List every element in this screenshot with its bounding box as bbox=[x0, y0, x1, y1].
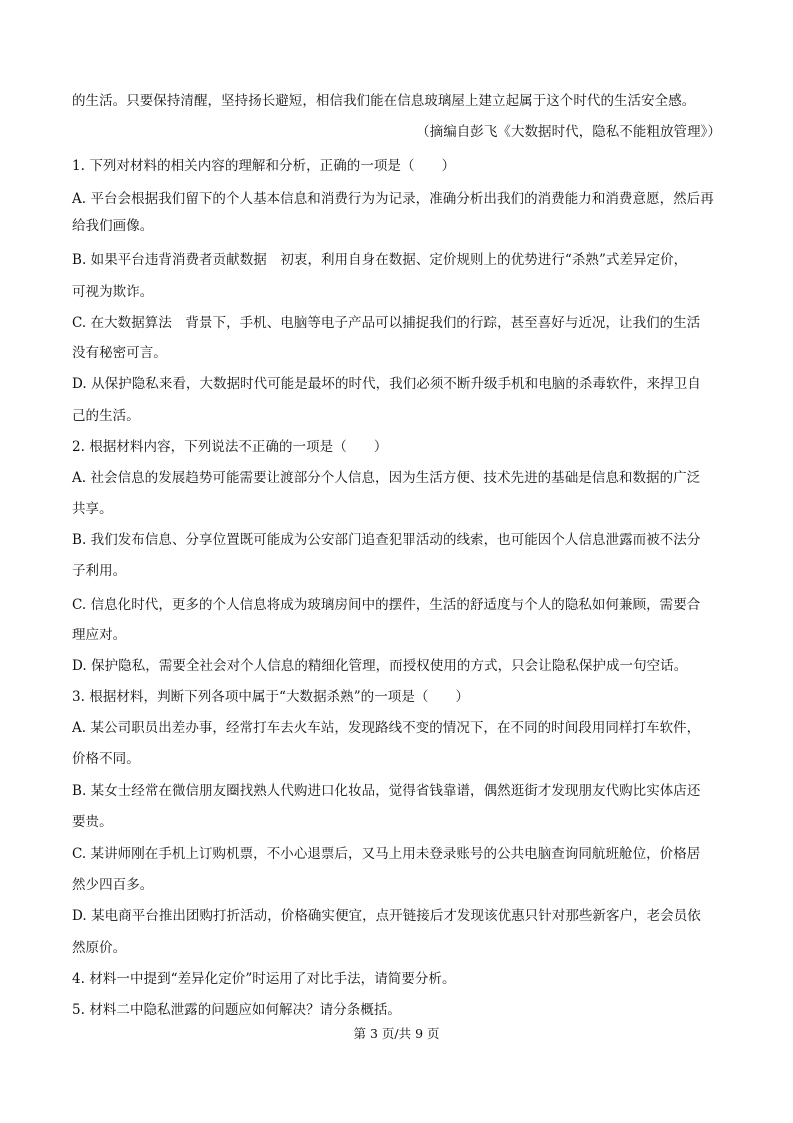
question-1-option-b: B. 如果平台违背消费者贡献数据 初衷，利用自身在数据、定价规则上的优势进行“杀熟”式差异定价， bbox=[72, 252, 688, 268]
question-2-option-b-cont: 子利用。 bbox=[72, 563, 127, 579]
question-1-option-d: D. 从保护隐私来看，大数据时代可能是最坏的时代，我们必须不断升级手机和电脑的杀毒软件，来捍卫自 bbox=[72, 376, 701, 392]
question-1-stem: 1. 下列对材料的相关内容的理解和分析，正确的一项是（ ） bbox=[72, 158, 456, 174]
question-3-option-c: C. 某讲师刚在手机上订购机票，不小心退票后，又马上用未登录账号的公共电脑查询同航班舱位，价格居 bbox=[72, 846, 701, 862]
question-3-option-b-cont: 要贵。 bbox=[72, 814, 113, 830]
question-1-option-a-cont: 给我们画像。 bbox=[72, 218, 154, 234]
question-3-option-a-cont: 价格不同。 bbox=[72, 751, 140, 767]
question-3-option-d-cont: 然原价。 bbox=[72, 940, 127, 956]
question-3-option-b: B. 某女士经常在微信朋友圈找熟人代购进口化妆品，觉得省钱靠谱，偶然逛街才发现朋友代购比实体店还 bbox=[72, 783, 701, 799]
question-2-option-a-cont: 共享。 bbox=[72, 501, 113, 517]
question-3-option-a: A. 某公司职员出差办事，经常打车去火车站，发现路线不变的情况下，在不同的时间段用同样打车软件， bbox=[72, 720, 701, 736]
text-line: 的生活。只要保持清醒，坚持扬长避短，相信我们能在信息玻璃屋上建立起属于这个时代的生活安全感。 bbox=[72, 93, 696, 109]
question-2-option-d: D. 保护隐私，需要全社会对个人信息的精细化管理，而授权使用的方式，只会让隐私保护成一句空话。 bbox=[72, 658, 688, 674]
question-2-option-b: B. 我们发布信息、分享位置既可能成为公安部门追查犯罪活动的线索，也可能因个人信息泄露而被不法分 bbox=[72, 532, 701, 548]
question-4: 4. 材料一中提到“差异化定价”时运用了对比手法，请简要分析。 bbox=[72, 971, 456, 987]
question-3-stem: 3. 根据材料，判断下列各项中属于“大数据杀熟”的一项是（ ） bbox=[72, 689, 470, 705]
question-3-option-d: D. 某电商平台推出团购打折活动，价格确实便宜，点开链接后才发现该优惠只针对那些新客户，老会员依 bbox=[72, 908, 701, 924]
page-number-footer: 第 3 页/共 9 页 bbox=[353, 1026, 440, 1041]
question-2-option-c: C. 信息化时代，更多的个人信息将成为玻璃房间中的摆件，生活的舒适度与个人的隐私如何兼顾，需要合 bbox=[72, 597, 701, 613]
question-3-option-c-cont: 然少四百多。 bbox=[72, 877, 154, 893]
question-1-option-c: C. 在大数据算法 背景下，手机、电脑等电子产品可以捕捉我们的行踪，甚至喜好与近况，让我们的生活 bbox=[72, 315, 701, 331]
question-1-option-a: A. 平台会根据我们留下的个人基本信息和消费行为为记录，准确分析出我们的消费能力和消费意愿，然后再 bbox=[72, 191, 714, 207]
question-1-option-d-cont: 己的生活。 bbox=[72, 408, 140, 424]
source-citation: （摘编自彭飞《大数据时代，隐私不能粗放管理》） bbox=[416, 124, 721, 140]
question-2-stem: 2. 根据材料内容，下列说法不正确的一项是（ ） bbox=[72, 439, 388, 455]
question-2-option-c-cont: 理应对。 bbox=[72, 627, 127, 643]
question-1-option-c-cont: 没有秘密可言。 bbox=[72, 345, 167, 361]
question-5: 5. 材料二中隐私泄露的问题应如何解决？请分条概括。 bbox=[72, 1002, 401, 1018]
question-2-option-a: A. 社会信息的发展趋势可能需要让渡部分个人信息，因为生活方便、技术先进的基础是信息和数据的广泛 bbox=[72, 470, 701, 486]
question-1-option-b-cont: 可视为欺诈。 bbox=[72, 284, 154, 300]
